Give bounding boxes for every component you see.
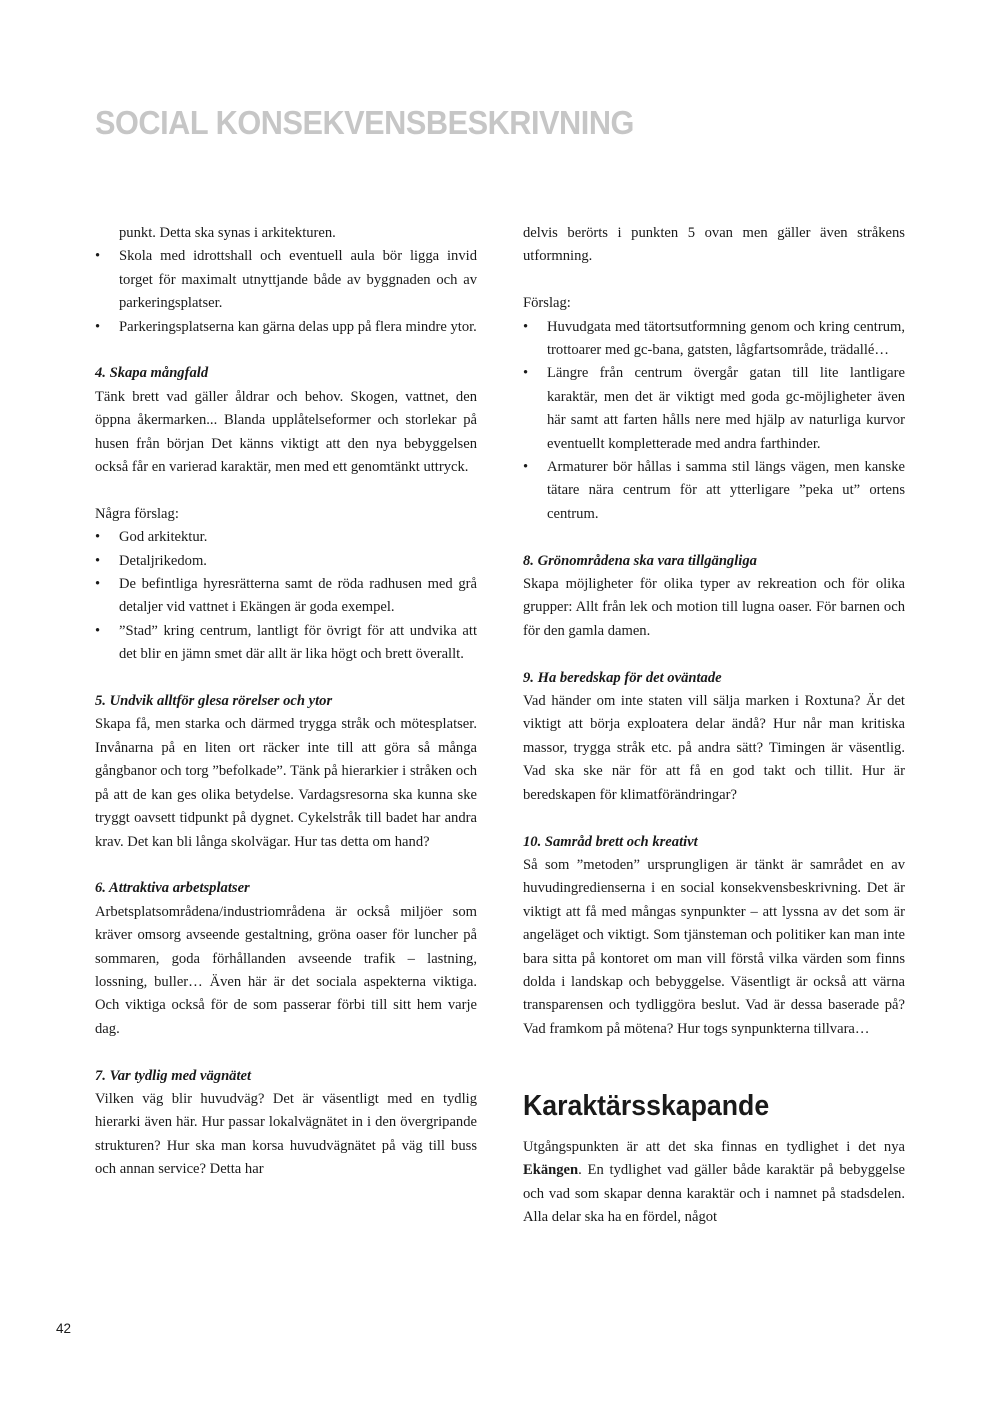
- left-column: [95, 222, 477, 1182]
- section-body-7: Vilken väg blir huvudväg? Det är väsentligt med en tydlig hierarki även här. Hur passar lokalvägnätet in i den övergripande strukturen? Hur ska man korsa huvudvägnätet på väg till buss och annan service? Detta har: [95, 1090, 477, 1178]
- list-item: • Detaljrikedom.: [95, 550, 477, 573]
- section-heading-10: 10. Samråd brett och kreativt: [523, 833, 698, 850]
- list-item: • De befintliga hyresrätterna samt de röda radhusen med grå detaljer vid vattnet i Ekängen är goda exempel.: [95, 573, 477, 620]
- suggestions-list: [95, 526, 477, 666]
- list-item: • ”Stad” kring centrum, lantligt för övrigt för att undvika att det blir en jämn smet där allt är lika högt och brett överallt.: [95, 620, 477, 667]
- section-heading-8: 8. Grönområdena ska vara tillgängliga: [523, 552, 757, 569]
- proposals-intro: Förslag:: [523, 295, 571, 312]
- section-body-10: Så som ”metoden” ursprungligen är tänkt är samrådet en av huvudingredienserna i en social konsekvensbeskrivning. Det är viktigt att få med mångas synpunkter – att lyssna av det som är angeläget och viktigt. Som tjänsteman och politiker kan man inte bara sitta på kontoret om man vill förstå vilka värden som finns dolda i landskap och bebyggelse. Väsentligt är också att värna transparensen och tydliggöra beslut. Vad är dessa baserade på? Vad framkom på mötena? Hur togs synpunkterna tillvara…: [523, 856, 905, 1037]
- karaktar-body-start: Utgångspunkten är att det ska finnas en tydlighet i det nya: [523, 1138, 905, 1155]
- section-body-4: Tänk brett vad gäller åldrar och behov. Skogen, vattnet, den öppna åkermarken... Blanda upplåtelseformer och storlekar på husen från början Det känns viktigt att den nya bebyggelsen också får en varierad karaktär, men med ett genomtänkt uttryck.: [95, 388, 477, 476]
- section-body-6: Arbetsplatsområdena/industriområdena är också miljöer som kräver omsorg avseende gestaltning, gröna oaser för luncher på sommaren, goda förhållanden avseende trafik – lastning, lossning, buller… Även här är det sociala aspekterna viktiga. Och viktiga också för de som passerar förbi till sitt hem varje dag.: [95, 903, 477, 1037]
- karaktar-body-end: . En tydlighet vad gäller både karaktär på bebyggelse och vad som skapar denna karaktär och i namnet på stadsdelen. Alla delar ska ha en fördel, något: [523, 1162, 905, 1226]
- list-item: • Skola med idrottshall och eventuell aula bör ligga invid torget för maximalt utnyttjande både av byggnaden och av parkeringsplatser.: [95, 245, 477, 315]
- continued-paragraph: delvis berörts i punkten 5 ovan men gäller även stråkens utformning.: [523, 225, 905, 265]
- section-heading-5: 5. Undvik alltför glesa rörelser och ytor: [95, 693, 333, 710]
- right-column: [523, 222, 905, 1230]
- page-number: 42: [56, 1321, 72, 1336]
- proposals-list: [523, 316, 905, 527]
- section-body-5: Skapa få, men starka och därmed trygga stråk och mötesplatser. Invånarna på en liten ort räcker inte till att göra så många gångbanor och torg ”befolkade”. Tänk på hierarkier i stråken och på att de kan ges olika betydelse. Vardagsresorna ska kunna ske tryggt oavsett tidpunkt på dygnet. Cykelstråk till badet har andra krav. Det kan bli långa skolvägar. Hur tas detta om hand?: [95, 716, 477, 850]
- list-item: • Parkeringsplatserna kan gärna delas upp på flera mindre ytor.: [95, 316, 477, 339]
- section-title-karaktarsskapande: Karaktärsskapande: [523, 1089, 770, 1122]
- list-item: • Armaturer bör hållas i samma stil längs vägen, men kanske tätare nära centrum för att ytterligare ”peka ut” ortens centrum.: [523, 456, 905, 526]
- section-body-9: Vad händer om inte staten vill sälja marken i Roxtuna? Är det viktigt att börja exploatera delar ändå? Hur når man kritiska massor, trygga stråk etc. på andra sätt? Timingen är väsentlig. Vad ska ske när för att få en god takt och tillit. Hur är beredskapen för klimatförändringar?: [523, 693, 905, 803]
- page-header-title: SOCIAL KONSEKVENSBESKRIVNING: [95, 104, 634, 141]
- section-heading-9: 9. Ha beredskap för det oväntade: [523, 669, 722, 686]
- section-heading-7: 7. Var tydlig med vägnätet: [95, 1067, 252, 1084]
- list-item: • God arkitektur.: [95, 526, 477, 549]
- list-item: • Längre från centrum övergår gatan till lite lantligare karaktär, men det är viktigt med goda gc-möjligheter även här samt att farten hålls nere med hjälp av naturliga kurvor eventuellt kompletterade med andra farthinder.: [523, 362, 905, 456]
- section-heading-4: 4. Skapa mångfald: [95, 365, 209, 382]
- continued-bullet-list: [95, 222, 477, 339]
- section-body-8: Skapa möjligheter för olika typer av rekreation och för olika grupper: Allt från lek och motion till lugna oaser. För barnen och för den gamla damen.: [523, 576, 905, 639]
- karaktar-body: [523, 1136, 905, 1230]
- section-heading-6: 6. Attraktiva arbetsplatser: [95, 880, 250, 897]
- suggestions-intro: Några förslag:: [95, 505, 179, 522]
- list-item: • Huvudgata med tätortsutformning genom och kring centrum, trottoarer med gc-bana, gatsten, lågfartsområde, trädallé…: [523, 316, 905, 363]
- list-item-continued: punkt. Detta ska synas i arkitekturen.: [119, 225, 336, 241]
- karaktar-body-bold: Ekängen: [523, 1162, 579, 1179]
